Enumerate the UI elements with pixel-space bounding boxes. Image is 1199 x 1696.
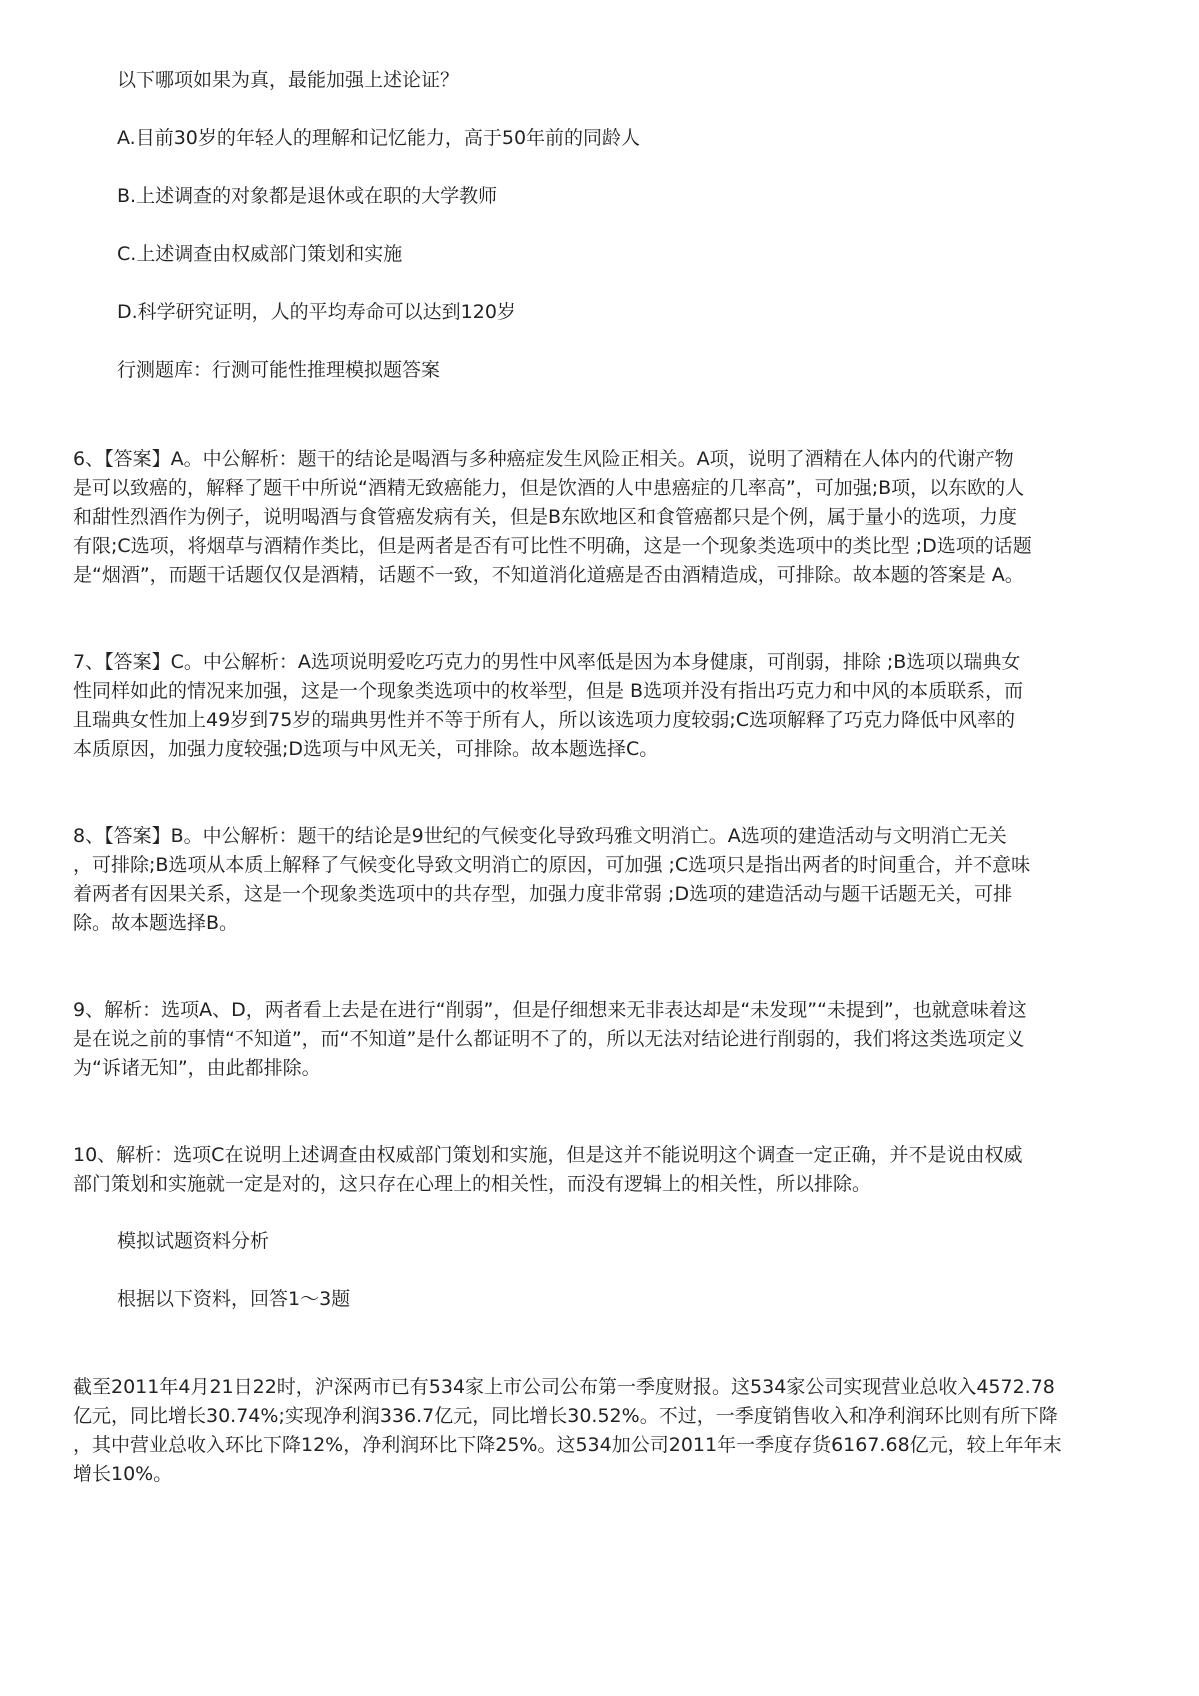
- question-prompt: 以下哪项如果为真，最能加强上述论证？: [117, 69, 460, 91]
- option-c: C.上述调查由权威部门策划和实施: [117, 243, 403, 265]
- answer-6-line: 是可以致癌的，解释了题干中所说“酒精无致癌能力，但是饮酒的人中患癌症的几率高”，可加强;B项，以东欧的人: [73, 477, 1025, 499]
- answer-8-line: 除。故本题选择B。: [73, 912, 239, 934]
- material-line: 亿元，同比增长30.74%;实现净利润336.7亿元，同比增长30.52%。不过，一季度销售收入和净利润环比则有所下降: [73, 1405, 1058, 1427]
- material-line: 截至2011年4月21日22时，沪深两市已有534家上市公司公布第一季度财报。这534家公司实现营业总收入4572.78: [73, 1376, 1055, 1398]
- answer-6-line: 有限;C选项，将烟草与酒精作类比，但是两者是否有可比性不明确，这是一个现象类选项中的类比型 ;D选项的话题: [73, 535, 1032, 557]
- answer-7-line: 性同样如此的情况来加强，这是一个现象类选项中的枚举型，但是 B选项并没有指出巧克力和中风的本质联系，而: [73, 680, 1024, 702]
- answer-7-line: 7、【答案】C。中公解析：A选项说明爱吃巧克力的男性中风率低是因为本身健康，可削弱，排除 ;B选项以瑞典女: [73, 651, 1021, 673]
- answer-8-line: ，可排除;B选项从本质上解释了气候变化导致文明消亡的原因，可加强 ;C选项只是指出两者的时间重合，并不意味: [73, 854, 1031, 876]
- answer-9-line: 是在说之前的事情“不知道”，而“不知道”是什么都证明不了的，所以无法对结论进行削弱的，我们将这类选项定义: [73, 1028, 1025, 1050]
- answer-8-line: 着两者有因果关系，这是一个现象类选项中的共存型，加强力度非常弱 ;D选项的建造活动与题干话题无关，可排: [73, 883, 1013, 905]
- answer-10-line: 10、解析：选项C在说明上述调查由权威部门策划和实施，但是这并不能说明这个调查一定正确，并不是说由权威: [73, 1144, 1023, 1166]
- answer-6-line: 是“烟酒”，而题干话题仅仅是酒精，话题不一致，不知道消化道癌是否由酒精造成，可排除。故本题的答案是 A。: [73, 564, 1024, 586]
- material-line: ，其中营业总收入环比下降12%，净利润环比下降25%。这534加公司2011年一季度存货6167.68亿元，较上年年末: [73, 1434, 1062, 1456]
- option-b: B.上述调查的对象都是退休或在职的大学教师: [117, 185, 498, 207]
- answer-10-line: 部门策划和实施就一定是对的，这只存在心理上的相关性，而没有逻辑上的相关性，所以排除。: [73, 1173, 872, 1195]
- source-line: 行测题库：行测可能性推理模拟题答案: [117, 359, 441, 381]
- option-d: D.科学研究证明，人的平均寿命可以达到120岁: [117, 301, 516, 323]
- option-a: A.目前30岁的年轻人的理解和记忆能力，高于50年前的同龄人: [117, 127, 641, 149]
- answer-9-line: 9、解析：选项A、D，两者看上去是在进行“削弱”，但是仔细想来无非表达却是“未发现”“未提到”，也就意味着这: [73, 999, 1027, 1021]
- answer-6-line: 6、【答案】A。中公解析：题干的结论是喝酒与多种癌症发生风险正相关。A项，说明了酒精在人体内的代谢产物: [73, 448, 1014, 470]
- answer-9-line: 为“诉诸无知”，由此都排除。: [73, 1057, 321, 1079]
- material-line: 增长10%。: [73, 1463, 173, 1485]
- section-instruction: 根据以下资料，回答1～3题: [117, 1288, 351, 1310]
- answer-7-line: 本质原因，加强力度较强;D选项与中风无关，可排除。故本题选择C。: [73, 738, 659, 760]
- answer-8-line: 8、【答案】B。中公解析：题干的结论是9世纪的气候变化导致玛雅文明消亡。A选项的建造活动与文明消亡无关: [73, 825, 1007, 847]
- answer-7-line: 且瑞典女性加上49岁到75岁的瑞典男性并不等于所有人，所以该选项力度较弱;C选项解释了巧克力降低中风率的: [73, 709, 1016, 731]
- section-title: 模拟试题资料分析: [117, 1230, 270, 1252]
- answer-6-line: 和甜性烈酒作为例子，说明喝酒与食管癌发病有关，但是B东欧地区和食管癌都只是个例，属于量小的选项，力度: [73, 506, 1018, 528]
